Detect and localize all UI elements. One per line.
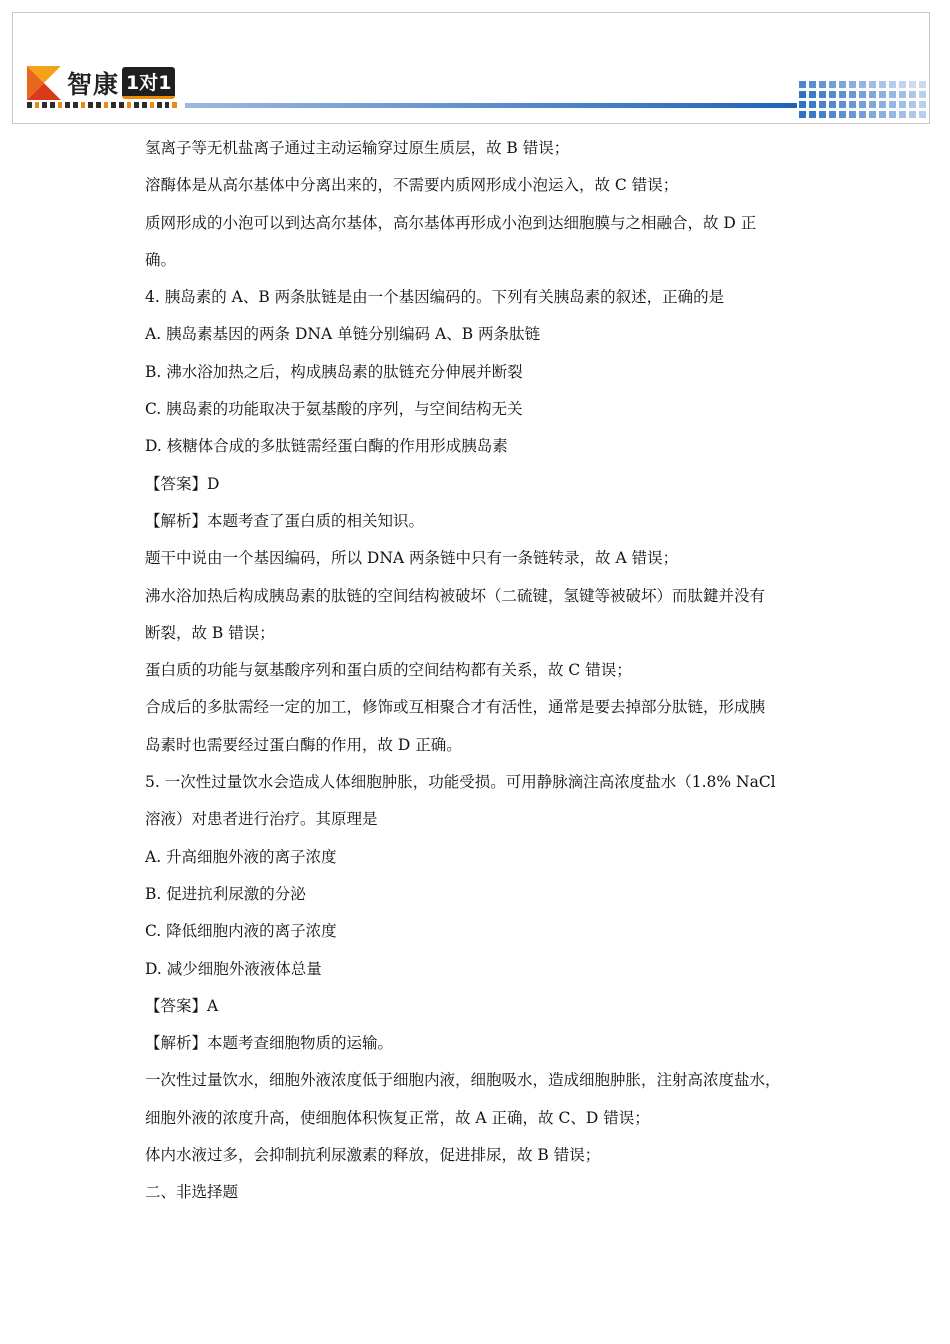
grid-dot: [889, 111, 896, 118]
grid-dot: [859, 101, 866, 108]
grid-dot: [859, 81, 866, 88]
grid-dot: [829, 81, 836, 88]
text-line: C. 胰岛素的功能取决于氨基酸的序列，与空间结构无关: [145, 400, 523, 419]
grid-dot: [849, 91, 856, 98]
grid-dot: [849, 101, 856, 108]
grid-dot: [869, 111, 876, 118]
grid-dot: [899, 101, 906, 108]
bar-dot: [96, 102, 101, 108]
text-line: 蛋白质的功能与氨基酸序列和蛋白质的空间结构都有关系，故 C 错误；: [145, 661, 632, 680]
grid-dot: [899, 91, 906, 98]
grid-dot: [839, 91, 846, 98]
grid-dot: [819, 81, 826, 88]
grid-dot: [829, 111, 836, 118]
document-body: [145, 130, 815, 1212]
bar-dot: [50, 102, 55, 108]
text-line: 一次性过量饮水，细胞外液浓度低于细胞内液，细胞吸水，造成细胞肿胀，注射高浓度盐水，: [145, 1071, 781, 1090]
grid-dot: [869, 101, 876, 108]
text-line: 氢离子等无机盐离子通过主动运输穿过原生质层，故 B 错误；: [145, 139, 570, 157]
grid-dot: [819, 91, 826, 98]
bar-dot: [142, 102, 147, 108]
bar-dot: [104, 102, 109, 108]
text-line: 确。: [145, 250, 177, 269]
text-line: 题干中说由一个基因编码，所以 DNA 两条链中只有一条链转录，故 A 错误；: [145, 549, 679, 568]
grid-dot: [839, 101, 846, 108]
text-line: 断裂，故 B 错误；: [145, 623, 275, 642]
text-line: A. 升高细胞外液的离子浓度: [145, 847, 337, 866]
brand-badge: 1对1: [122, 67, 175, 99]
text-line: 溶酶体是从高尔基体中分离出来的，不需要内质网形成小泡运入，故 C 错误；: [145, 176, 679, 195]
text-line: 【答案】D: [145, 474, 220, 493]
text-line: B. 促进抗利尿激的分泌: [145, 884, 306, 903]
bar-dot: [73, 102, 78, 108]
grid-dot: [829, 91, 836, 98]
text-line: 质网形成的小泡可以到达高尔基体，高尔基体再形成小泡到达细胞膜与之相融合，故 D 正: [145, 213, 757, 232]
grid-dot: [899, 111, 906, 118]
logo-mark-icon: [27, 66, 61, 100]
grid-dot: [839, 111, 846, 118]
page-header: [12, 12, 930, 124]
text-line: D. 核糖体合成的多肽链需经蛋白酶的作用形成胰岛素: [145, 437, 508, 456]
grid-dot: [909, 81, 916, 88]
text-line: 【解析】本题考查细胞物质的运输。: [145, 1034, 394, 1053]
text-line: A. 胰岛素基因的两条 DNA 单链分别编码 A、B 两条肽链: [145, 325, 541, 344]
text-line: 5. 一次性过量饮水会造成人体细胞肿胀，功能受损。可用静脉滴注高浓度盐水（1.8% NaCl: [145, 773, 776, 792]
grid-dot: [809, 91, 816, 98]
text-line: 沸水浴加热后构成胰岛素的肽链的空间结构被破坏（二硫键，氢键等被破坏）而肽鍵并没有: [145, 586, 766, 605]
text-line: 【答案】A: [145, 996, 219, 1015]
grid-dot: [889, 101, 896, 108]
grid-dot: [859, 111, 866, 118]
bar-dot: [172, 102, 177, 108]
grid-dot: [809, 81, 816, 88]
grid-dot: [869, 91, 876, 98]
grid-dot: [799, 81, 806, 88]
text-line: 细胞外液的浓度升高，使细胞体积恢复正常，故 A 正确，故 C、D 错误；: [145, 1108, 650, 1127]
grid-dot: [919, 111, 926, 118]
text-line: B. 沸水浴加热之后，构成胰岛素的肽链充分伸展并断裂: [145, 362, 523, 381]
text-line: 岛素时也需要经过蛋白酶的作用，故 D 正确。: [145, 735, 462, 754]
grid-dot: [849, 111, 856, 118]
grid-dot: [869, 81, 876, 88]
bar-dot: [111, 102, 116, 108]
grid-dot: [909, 91, 916, 98]
bar-dot: [35, 102, 40, 108]
grid-dot: [879, 91, 886, 98]
grid-dot: [809, 101, 816, 108]
text-line: 溶液）对患者进行治疗。其原理是: [145, 810, 378, 829]
brand-logo: [27, 63, 175, 103]
bar-dot: [58, 102, 63, 108]
bar-dot: [81, 102, 86, 108]
text-line: 二、非选择题: [145, 1183, 239, 1202]
text-line: 4. 胰岛素的 A、B 两条肽链是由一个基因编码的。下列有关胰岛素的叙述，正确的是: [145, 288, 725, 307]
grid-dot: [799, 111, 806, 118]
grid-dot: [909, 111, 916, 118]
grid-dot: [889, 81, 896, 88]
bar-dot: [42, 102, 47, 108]
grid-dot: [879, 81, 886, 88]
grid-dot: [819, 111, 826, 118]
bar-dot: [157, 102, 162, 108]
grid-dot: [919, 81, 926, 88]
bar-dot: [119, 102, 124, 108]
grid-dot: [799, 101, 806, 108]
bar-dot: [65, 102, 70, 108]
text-line: D. 减少细胞外液液体总量: [145, 959, 322, 978]
grid-dot: [889, 91, 896, 98]
grid-dot: [819, 101, 826, 108]
bar-dot: [127, 102, 132, 108]
grid-dot: [879, 111, 886, 118]
bar-dot: [134, 102, 139, 108]
text-line: 【解析】本题考查了蛋白质的相关知识。: [145, 511, 425, 530]
grid-dot: [809, 111, 816, 118]
grid-dot: [849, 81, 856, 88]
text-line: 体内水液过多，会抑制抗利尿激素的释放，促进排尿，故 B 错误；: [145, 1146, 601, 1165]
grid-dot: [829, 101, 836, 108]
grid-dot: [919, 101, 926, 108]
text-line: 合成后的多肽需经一定的加工，修饰或互相聚合才有活性，通常是要去掉部分肽链，形成胰: [145, 698, 766, 717]
header-blue-bar: [185, 103, 797, 108]
grid-dot: [909, 101, 916, 108]
bar-dot: [27, 102, 32, 108]
header-bar-dots: [27, 102, 177, 108]
grid-dot: [839, 81, 846, 88]
grid-dot: [799, 91, 806, 98]
bar-dot: [150, 102, 155, 108]
bar-dot: [165, 102, 170, 108]
header-dot-grid-icon: [799, 80, 927, 120]
grid-dot: [859, 91, 866, 98]
brand-name: 智康: [67, 70, 120, 99]
grid-dot: [899, 81, 906, 88]
text-line: C. 降低细胞内液的离子浓度: [145, 922, 337, 941]
grid-dot: [919, 91, 926, 98]
bar-dot: [88, 102, 93, 108]
grid-dot: [879, 101, 886, 108]
